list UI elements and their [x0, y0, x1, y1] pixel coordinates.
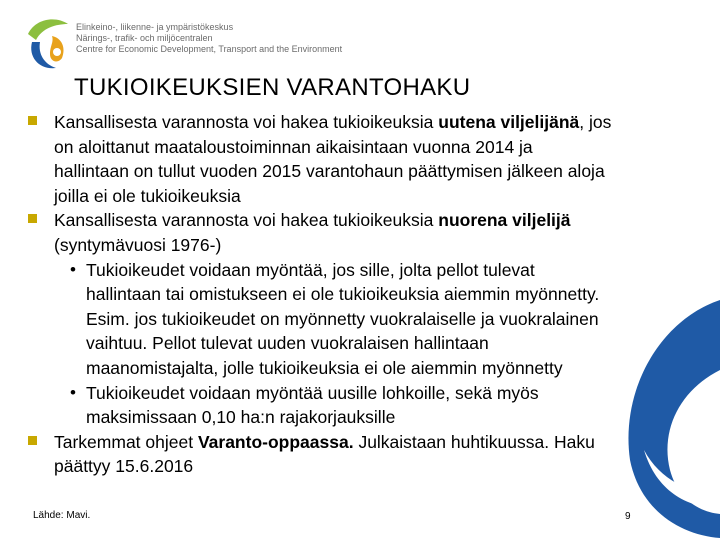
logo-text-line-1: Elinkeino-, liikenne- ja ympäristökeskus — [76, 22, 234, 32]
bullet-text-bold: nuorena viljelijä — [438, 210, 571, 231]
round-bullet-icon: • — [70, 259, 76, 279]
square-bullet-icon — [28, 214, 37, 223]
logo-green-leaf — [28, 19, 68, 40]
slide-title: TUKIOIKEUKSIEN VARANTOHAKU — [74, 74, 471, 101]
bullet-text-post: (syntymävuosi 1976-) — [54, 234, 222, 255]
sub-bullet-text: Tukioikeudet voidaan myöntää, jos sille, jolta pellot tulevat hallintaan tai omistukseen ei ole tukioikeuksia aiemmin myönnetty. Esim. jos tukioikeudet on myönnetty vuokralaiselle ja vuokralainen vaihtuu. Pellot tulevat uuden vuokralaisen hallintaan maanomistajalta, jolle tukioikeuksia ei ole aiemmin myönnetty — [86, 259, 600, 378]
square-bullet-icon — [28, 116, 37, 125]
sub-bullet-item-1 — [22, 258, 612, 381]
bullet-text-bold: uutena viljelijänä — [438, 112, 580, 132]
logo-text — [76, 22, 342, 55]
bullet-text-pre: Kansallisesta varannosta voi hakea tukioikeuksia — [54, 210, 439, 231]
bullet-text-pre: Kansallisesta varannosta voi hakea tukioikeuksia — [54, 112, 439, 132]
bullet-text-pre: Tarkemmat ohjeet — [54, 431, 198, 452]
square-bullet-icon — [28, 436, 37, 445]
logo-text-line-3: Centre for Economic Development, Transport and the Environment — [76, 44, 343, 54]
sub-bullet-item-2 — [22, 381, 612, 430]
bullet-text-bold: Varanto-oppaassa. — [197, 431, 354, 452]
logo-text-line-2: Närings-, trafik- och miljöcentralen — [76, 33, 213, 43]
page-number: 9 — [625, 511, 631, 522]
round-bullet-icon: • — [70, 382, 76, 402]
bullet-text-post: Julkaistaan huhtikuussa. Haku päättyy 15.6.2016 — [54, 431, 595, 477]
sub-bullet-text: Tukioikeudet voidaan myöntää uusille lohkoille, sekä myös maksimissaan 0,10 ha:n rajakorjauksille — [86, 382, 539, 428]
bullet-item-instructions — [22, 430, 612, 479]
slide-content — [22, 110, 612, 479]
decorative-shape — [600, 280, 720, 540]
bullet-text-post: , jos on aloittanut maataloustoiminnan aikaisintaan vuonna 2014 ja hallintaan on tullut vuoden 2015 varantohaun päättymisen jälkeen aloja joilla ei ole tukioikeuksia — [54, 112, 612, 206]
bullet-item-new-farmer — [22, 110, 612, 208]
source-note: Lähde: Mavi. — [33, 510, 91, 521]
bullet-item-young-farmer — [22, 208, 612, 257]
